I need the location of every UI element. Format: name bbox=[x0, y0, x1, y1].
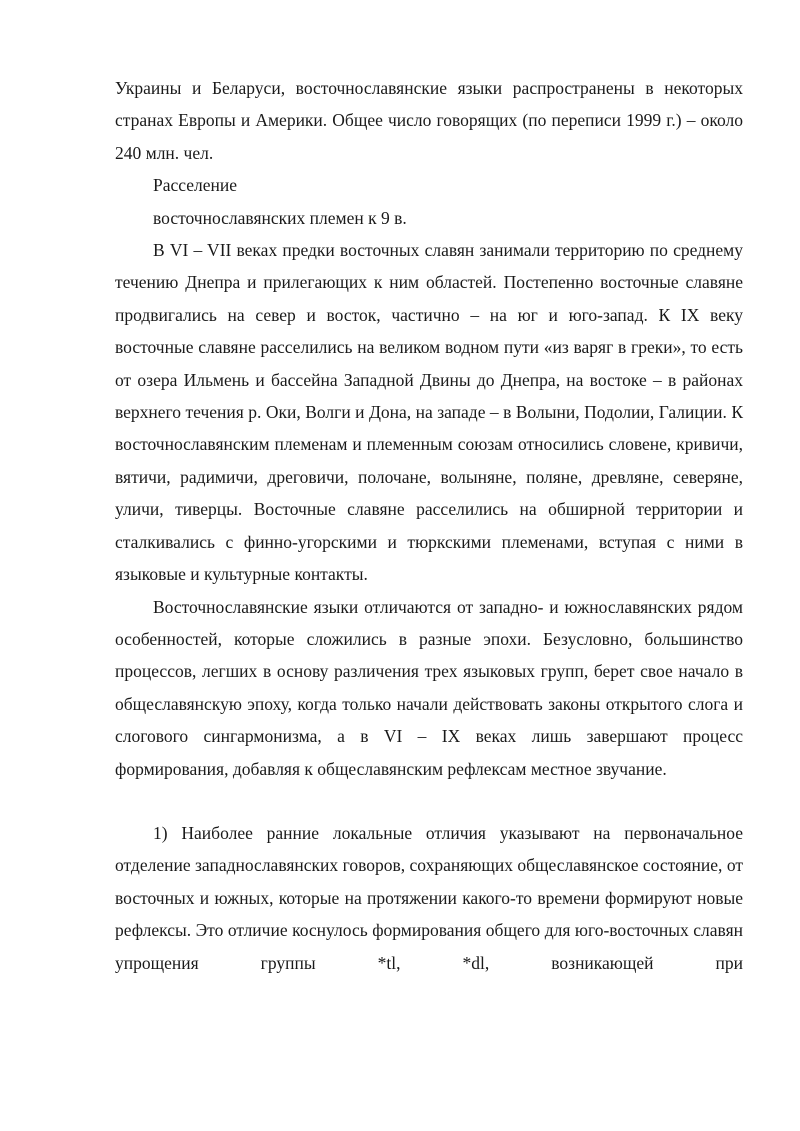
paragraph-spacer bbox=[115, 785, 743, 817]
caption-line-1: Расселение bbox=[153, 175, 238, 196]
paragraph-differences: Восточнославянские языки отличаются от западно- и южнославянских рядом особенностей, которые сложились в разные эпохи. Безусловно, большинство процессов, легших в основу различения трех языковых групп, берет свое начало в общеславянскую эпоху, когда только начали действовать законы открытого слога и слогового сингармонизма, а в VI – IX веках лишь завершают процесс формирования, добавляя к общеславянским рефлексам местное звучание. bbox=[115, 596, 743, 779]
paragraph-continuation: Украины и Беларуси, восточнославянские языки распространены в некоторых странах Европы и Америки. Общее число говорящих (по переписи 1999 г.) – около 240 млн. чел. bbox=[115, 78, 743, 163]
paragraph-settlement: В VI – VII веках предки восточных славян занимали территорию по среднему течению Днепра и прилегающих к ним областей. Постепенно восточные славяне продвигались на север и восток, частично – на юг и юго-запад. К IX веку восточные славяне расселились на великом водном пути «из варяг в греки», то есть от озера Ильмень и бассейна Западной Двины до Днепра, на востоке – в районах верхнего течения р. Оки, Волги и Дона, на западе – в Волыни, Подолии, Галиции. К восточнославянским племенам и племенным союзам относились словене, кривичи, вятичи, радимичи, дреговичи, полочане, волыняне, поляне, древляне, северяне, уличи, тиверцы. Восточные славяне расселились на обширной территории и сталкивались с финно-угорскими и тюркскими племенами, вступая с ними в языковые и культурные контакты. bbox=[115, 240, 743, 585]
paragraph-point-1: 1) Наиболее ранние локальные отличия указывают на первоначальное отделение западнославянских говоров, сохраняющих общеславянское состояние, от восточных и южных, которые на протяжении какого-то времени формируют новые рефлексы. Это отличие коснулось формирования общего для юго-восточных славян упрощения группы *tl, *dl, возникающей при bbox=[115, 822, 743, 973]
caption-line-2: восточнославянских племен к 9 в. bbox=[153, 207, 407, 228]
